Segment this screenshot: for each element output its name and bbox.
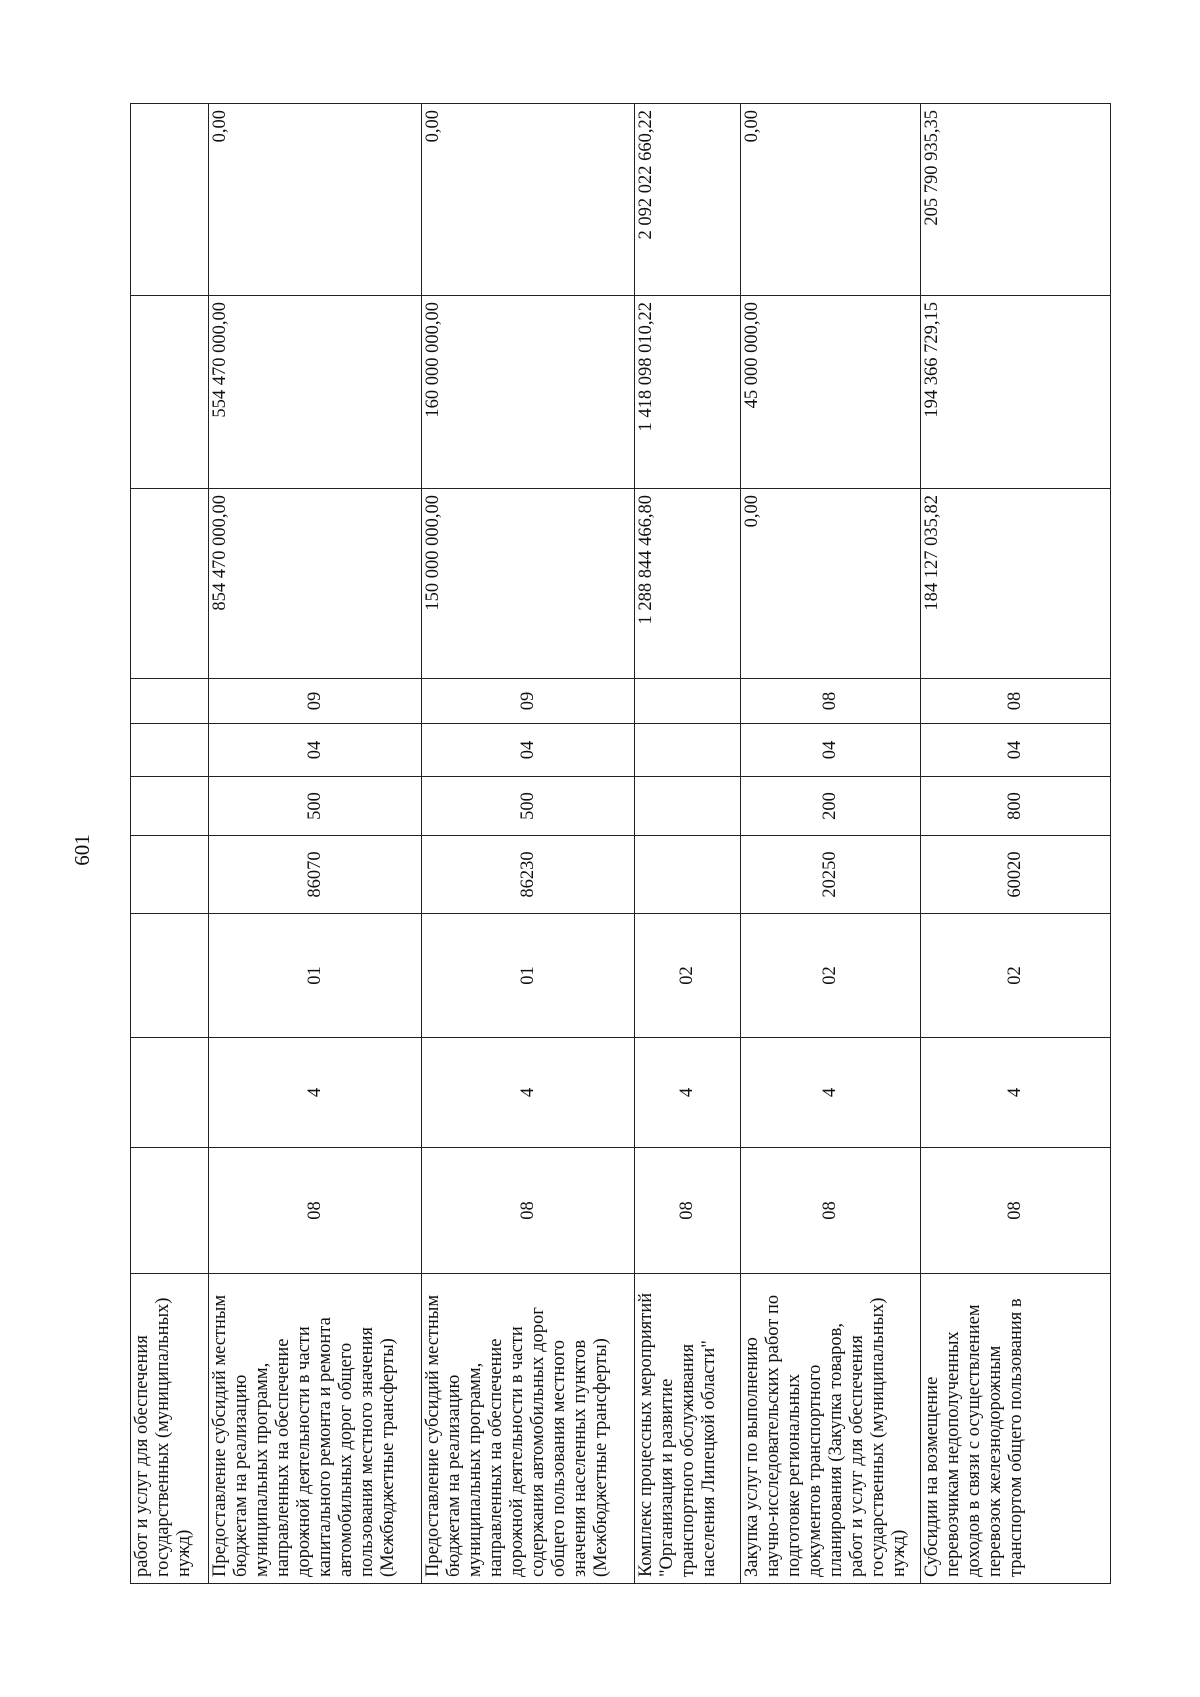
division-code-cell [131,724,209,777]
complex-code-cell: 01 [209,914,422,1038]
table-row [131,104,209,1584]
division-code-cell: 04 [422,724,635,777]
direction-code-cell: 60020 [921,836,1111,914]
type-code-cell: 4 [921,1038,1111,1148]
amount-year1-cell [131,489,209,679]
amount-year1-cell: 1 288 844 466,80 [635,489,741,679]
amount-year2-cell: 1 418 098 010,22 [635,296,741,489]
amount-year2-cell [131,296,209,489]
expense-type-cell [131,777,209,836]
division-code-cell: 04 [741,724,921,777]
type-code-cell: 4 [209,1038,422,1148]
section-code-cell: 08 [741,1148,921,1274]
rotated-budget-table-container [130,104,1110,1584]
section-code-cell [131,1148,209,1274]
subdivision-code-cell: 08 [921,679,1111,724]
amount-year2-cell: 554 470 000,00 [209,296,422,489]
row-name-cell: Субсидии на возмещение перевозчикам недополученных доходов в связи с осуществлением перевозок железнодорожным транспортом общего пользования в [921,1274,1111,1584]
direction-code-cell: 86230 [422,836,635,914]
division-code-cell: 04 [209,724,422,777]
amount-year3-cell: 0,00 [741,104,921,296]
expense-type-cell: 800 [921,777,1111,836]
amount-year2-cell: 160 000 000,00 [422,296,635,489]
budget-table [130,103,1111,1584]
complex-code-cell [131,914,209,1038]
complex-code-cell: 02 [921,914,1111,1038]
complex-code-cell: 02 [635,914,741,1038]
row-name-cell: Комплекс процессных мероприятий "Организация и развитие транспортного обслуживания населения Липецкой области" [635,1274,741,1584]
expense-type-cell [635,777,741,836]
row-name-cell: Предоставление субсидий местным бюджетам на реализацию муниципальных программ, направленных на обеспечение дорожной деятельности в части капитального ремонта и ремонта автомобильных дорог общего пользования местного значения (Межбюджетные трансферты) [209,1274,422,1584]
amount-year3-cell: 0,00 [422,104,635,296]
section-code-cell: 08 [921,1148,1111,1274]
table-row [741,104,921,1584]
direction-code-cell [131,836,209,914]
type-code-cell: 4 [422,1038,635,1148]
type-code-cell: 4 [635,1038,741,1148]
subdivision-code-cell [635,679,741,724]
subdivision-code-cell: 08 [741,679,921,724]
amount-year1-cell: 854 470 000,00 [209,489,422,679]
subdivision-code-cell [131,679,209,724]
type-code-cell [131,1038,209,1148]
type-code-cell: 4 [741,1038,921,1148]
amount-year3-cell [131,104,209,296]
row-name-cell: Закупка услуг по выполнению научно-исследовательских работ по подготовке региональных документов транспортного планирования (Закупка товаров, работ и услуг для обеспечения государственных (муниципальных) нужд) [741,1274,921,1584]
expense-type-cell: 500 [422,777,635,836]
amount-year3-cell: 0,00 [209,104,422,296]
amount-year3-cell: 205 790 935,35 [921,104,1111,296]
table-row [209,104,422,1584]
section-code-cell: 08 [209,1148,422,1274]
table-row [921,104,1111,1584]
division-code-cell [635,724,741,777]
amount-year1-cell: 150 000 000,00 [422,489,635,679]
table-row [635,104,741,1584]
subdivision-code-cell: 09 [209,679,422,724]
row-name-cell: Предоставление субсидий местным бюджетам на реализацию муниципальных программ, направленных на обеспечение дорожной деятельности в части содержания автомобильных дорог общего пользования местного значения населенных пунктов (Межбюджетные трансферты) [422,1274,635,1584]
row-name-cell: работ и услуг для обеспечения государственных (муниципальных) нужд) [131,1274,209,1584]
amount-year1-cell: 0,00 [741,489,921,679]
expense-type-cell: 500 [209,777,422,836]
division-code-cell: 04 [921,724,1111,777]
subdivision-code-cell: 09 [422,679,635,724]
amount-year2-cell: 194 366 729,15 [921,296,1111,489]
expense-type-cell: 200 [741,777,921,836]
section-code-cell: 08 [422,1148,635,1274]
table-row [422,104,635,1584]
amount-year1-cell: 184 127 035,82 [921,489,1111,679]
amount-year3-cell: 2 092 022 660,22 [635,104,741,296]
complex-code-cell: 01 [422,914,635,1038]
complex-code-cell: 02 [741,914,921,1038]
page-number: 601 [70,834,94,866]
direction-code-cell: 86070 [209,836,422,914]
direction-code-cell: 20250 [741,836,921,914]
section-code-cell: 08 [635,1148,741,1274]
direction-code-cell [635,836,741,914]
amount-year2-cell: 45 000 000,00 [741,296,921,489]
